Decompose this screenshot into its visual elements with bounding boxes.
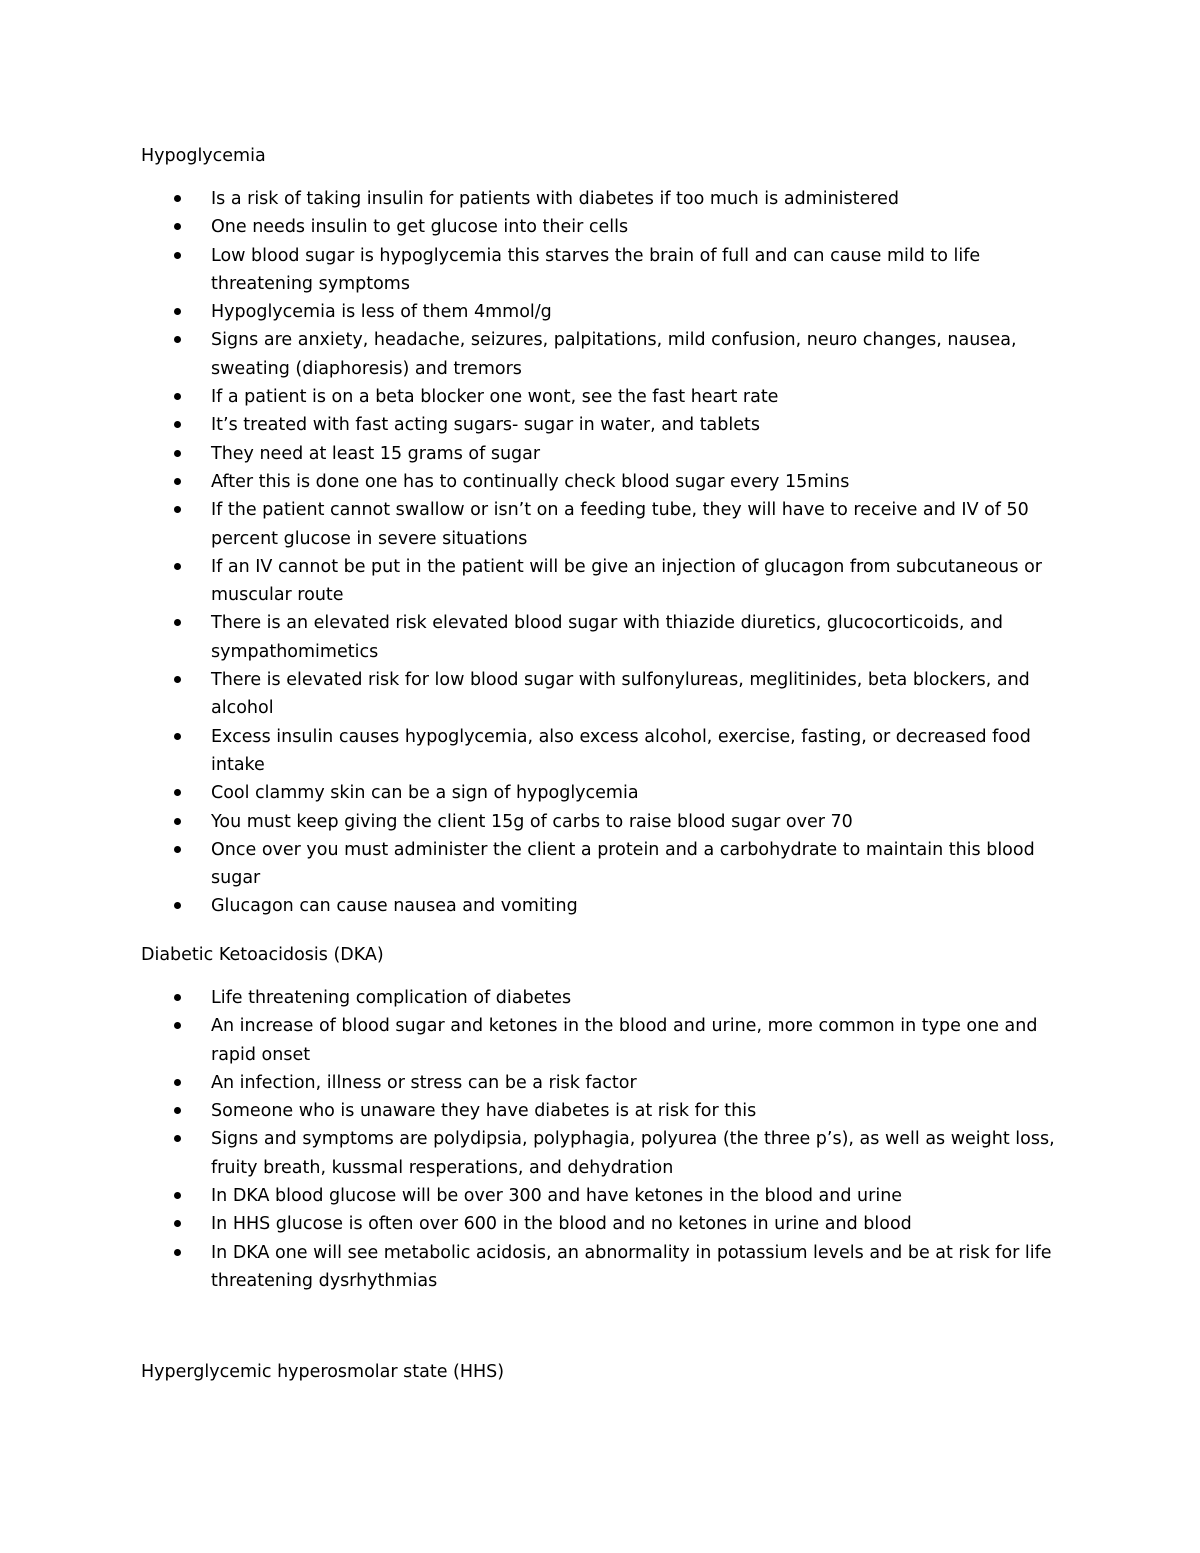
- bullet-icon: [174, 994, 181, 1001]
- list-item: Low blood sugar is hypoglycemia this starves the brain of full and can cause mild to life threatening symptoms: [0, 242, 1061, 299]
- bullet-icon: [174, 506, 181, 513]
- bullet-icon: [174, 676, 181, 683]
- list-item: Someone who is unaware they have diabetes is at risk for this: [0, 1097, 1061, 1125]
- bullet-icon: [174, 733, 181, 740]
- list-item: Hypoglycemia is less of them 4mmol/g: [0, 298, 1061, 326]
- list-item: Glucagon can cause nausea and vomiting: [0, 892, 1061, 920]
- bullet-icon: [174, 195, 181, 202]
- list-item: Cool clammy skin can be a sign of hypoglycemia: [0, 779, 1061, 807]
- bullet-icon: [174, 1135, 181, 1142]
- bullet-list-dka: [0, 984, 1061, 1295]
- bullet-icon: [174, 393, 181, 400]
- bullet-icon: [174, 846, 181, 853]
- list-item: If the patient cannot swallow or isn’t on a feeding tube, they will have to receive and IV of 50 percent glucose in severe situations: [0, 496, 1061, 553]
- bullet-icon: [174, 1220, 181, 1227]
- list-item: An increase of blood sugar and ketones in the blood and urine, more common in type one and rapid onset: [0, 1012, 1061, 1069]
- list-item: After this is done one has to continually check blood sugar every 15mins: [0, 468, 1061, 496]
- list-item: If an IV cannot be put in the patient will be give an injection of glucagon from subcutaneous or muscular route: [0, 553, 1061, 610]
- list-item: Signs are anxiety, headache, seizures, palpitations, mild confusion, neuro changes, nausea, sweating (diaphoresis) and tremors: [0, 326, 1061, 383]
- bullet-icon: [174, 223, 181, 230]
- bullet-icon: [174, 818, 181, 825]
- bullet-icon: [174, 1249, 181, 1256]
- bullet-icon: [174, 421, 181, 428]
- bullet-icon: [174, 252, 181, 259]
- list-item: You must keep giving the client 15g of carbs to raise blood sugar over 70: [0, 808, 1061, 836]
- list-item: Excess insulin causes hypoglycemia, also excess alcohol, exercise, fasting, or decreased food intake: [0, 723, 1061, 780]
- list-item: There is an elevated risk elevated blood sugar with thiazide diuretics, glucocorticoids, and sympathomimetics: [0, 609, 1061, 666]
- section-heading-hhs: Hyperglycemic hyperosmolar state (HHS): [141, 1362, 505, 1382]
- section-heading-hypoglycemia: Hypoglycemia: [141, 146, 266, 166]
- bullet-icon: [174, 478, 181, 485]
- bullet-icon: [174, 308, 181, 315]
- list-item: In DKA one will see metabolic acidosis, an abnormality in potassium levels and be at risk for life threatening dysrhythmias: [0, 1239, 1061, 1296]
- bullet-icon: [174, 902, 181, 909]
- list-item: Life threatening complication of diabetes: [0, 984, 1061, 1012]
- bullet-icon: [174, 563, 181, 570]
- bullet-icon: [174, 619, 181, 626]
- bullet-icon: [174, 1192, 181, 1199]
- bullet-icon: [174, 1079, 181, 1086]
- bullet-icon: [174, 336, 181, 343]
- bullet-icon: [174, 789, 181, 796]
- list-item: It’s treated with fast acting sugars- sugar in water, and tablets: [0, 411, 1061, 439]
- bullet-icon: [174, 1022, 181, 1029]
- list-item: If a patient is on a beta blocker one wont, see the fast heart rate: [0, 383, 1061, 411]
- bullet-icon: [174, 1107, 181, 1114]
- section-heading-dka: Diabetic Ketoacidosis (DKA): [141, 945, 384, 965]
- list-item: Is a risk of taking insulin for patients with diabetes if too much is administered: [0, 185, 1061, 213]
- bullet-list-hypoglycemia: [0, 185, 1061, 921]
- list-item: One needs insulin to get glucose into their cells: [0, 213, 1061, 241]
- list-item: In HHS glucose is often over 600 in the blood and no ketones in urine and blood: [0, 1210, 1061, 1238]
- list-item: They need at least 15 grams of sugar: [0, 440, 1061, 468]
- list-item: Once over you must administer the client a protein and a carbohydrate to maintain this blood sugar: [0, 836, 1061, 893]
- bullet-icon: [174, 450, 181, 457]
- list-item: There is elevated risk for low blood sugar with sulfonylureas, meglitinides, beta blockers, and alcohol: [0, 666, 1061, 723]
- list-item: In DKA blood glucose will be over 300 and have ketones in the blood and urine: [0, 1182, 1061, 1210]
- list-item: An infection, illness or stress can be a risk factor: [0, 1069, 1061, 1097]
- list-item: Signs and symptoms are polydipsia, polyphagia, polyurea (the three p’s), as well as weight loss, fruity breath, kussmal resperations, and dehydration: [0, 1125, 1061, 1182]
